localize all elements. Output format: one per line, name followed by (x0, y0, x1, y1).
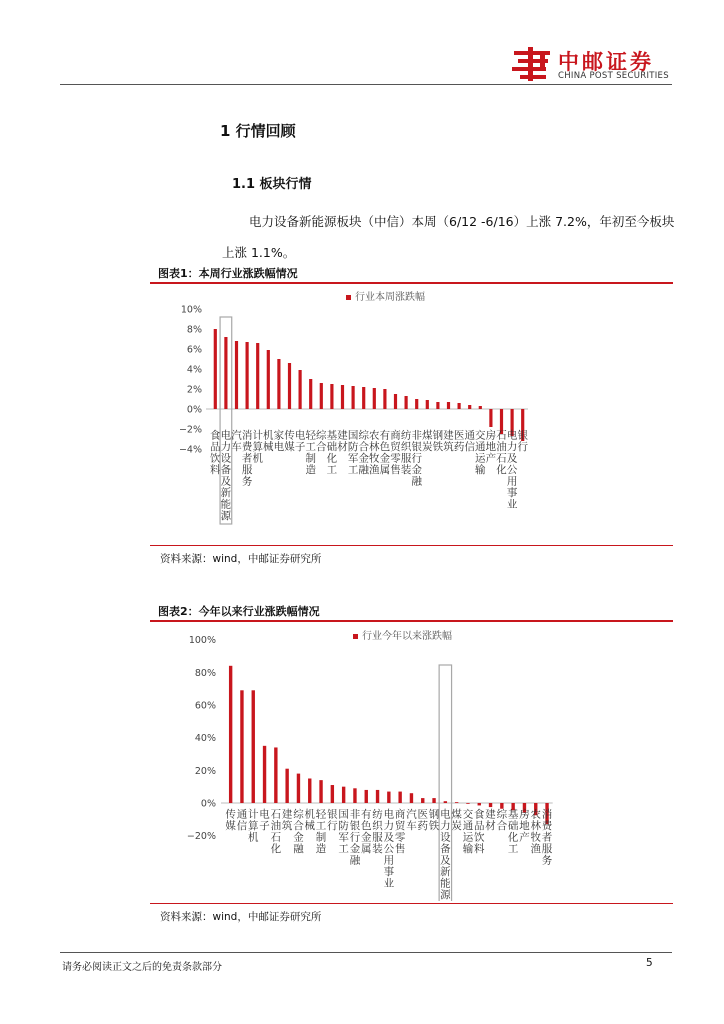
x-category-label: 国防军工 (338, 808, 349, 855)
chart-bar (489, 409, 492, 427)
chart-bar (468, 405, 471, 409)
chart-bar (229, 666, 232, 803)
x-category-label: 传媒 (225, 808, 236, 832)
chart-bar (383, 389, 386, 409)
x-category-label: 石油石化 (496, 429, 507, 476)
y-tick-label: −4% (178, 444, 202, 456)
x-category-label: 传媒 (284, 429, 295, 453)
china-post-logo-icon (510, 44, 554, 84)
chart-bar (362, 387, 365, 409)
figure-2-bottom-rule (150, 903, 673, 904)
x-category-label: 农林牧渔 (369, 429, 380, 476)
x-category-label: 基础化工 (326, 429, 338, 476)
chart-bar (455, 802, 458, 803)
chart-bar (398, 792, 401, 803)
y-tick-label: 6% (186, 344, 202, 356)
x-category-label: 银行 (327, 808, 338, 832)
chart-bar (214, 329, 217, 409)
y-tick-label: 8% (186, 324, 202, 336)
section-heading: 1 行情回顾 (220, 122, 296, 140)
chart-bar (309, 379, 312, 409)
chart-bar (436, 402, 439, 409)
page-number: 5 (646, 957, 653, 969)
chart-bar (256, 343, 259, 409)
x-category-label: 消费者服务 (541, 808, 553, 867)
legend-label: 行业今年以来涨跌幅 (362, 631, 452, 642)
figure-1-title: 图表1：本周行业涨跌幅情况 (158, 267, 298, 280)
x-category-label: 有色金属 (379, 429, 391, 476)
x-category-label: 基础化工 (507, 808, 519, 855)
x-category-label: 综合 (496, 808, 508, 832)
x-category-label: 综合金融 (358, 429, 369, 476)
chart-bar (320, 383, 323, 409)
figure-1-source: 资料来源：wind，中邮证券研究所 (160, 553, 322, 565)
chart-bar (426, 400, 429, 409)
x-category-label: 汽车 (406, 808, 417, 832)
x-category-label: 纺织服装 (372, 808, 383, 855)
x-category-label: 建材 (337, 429, 348, 453)
chart-bar (373, 388, 376, 409)
footer-divider (60, 952, 672, 953)
chart-bar (432, 798, 435, 803)
company-logo (510, 44, 680, 84)
x-category-label: 电子 (294, 429, 306, 453)
chart-bar (458, 403, 461, 409)
y-tick-label: 80% (194, 667, 216, 679)
y-tick-label: 20% (194, 765, 216, 777)
y-tick-label: 2% (186, 384, 202, 396)
x-category-label: 电力设备及新能源 (440, 808, 451, 901)
x-category-label: 综合金融 (293, 808, 304, 855)
chart-bar (308, 779, 311, 804)
chart-bar (288, 363, 291, 409)
chart-bar (277, 359, 280, 409)
x-category-label: 交通运输 (462, 808, 474, 855)
chart-bar (405, 396, 408, 409)
paragraph-line-2: 上涨 1.1%。 (222, 245, 296, 260)
legend-swatch (346, 295, 351, 300)
chart-bar (444, 801, 447, 803)
x-category-label: 计算机 (252, 429, 263, 465)
chart-bar (365, 790, 368, 803)
x-category-label: 钢铁 (428, 808, 440, 832)
x-category-label: 医药 (453, 429, 465, 453)
x-category-label: 综合 (316, 429, 327, 453)
chart-bar (489, 803, 492, 807)
y-tick-label: 0% (186, 404, 202, 416)
x-category-label: 非银行金融 (349, 808, 361, 867)
x-category-label: 电力及公用事业 (506, 429, 518, 511)
legend-label: 行业本周涨跌幅 (355, 292, 425, 303)
weekly-industry-change-chart (150, 283, 673, 543)
subsection-heading: 1.1 板块行情 (232, 177, 312, 192)
x-category-label: 电力设备及新能源 (220, 429, 232, 522)
x-category-label: 纺织服装 (400, 429, 412, 476)
y-tick-label: 100% (188, 635, 216, 647)
x-category-label: 轻工制造 (315, 808, 327, 855)
chart-bar (421, 798, 424, 803)
y-tick-label: 10% (180, 304, 202, 316)
chart-bar (285, 769, 288, 803)
chart-bar (246, 342, 249, 409)
chart-bar (479, 406, 482, 409)
brand-name-cn: 中邮证券 (558, 50, 654, 74)
x-category-label: 通信 (236, 808, 248, 832)
chart-bar (387, 792, 390, 803)
x-category-label: 国防军工 (347, 429, 359, 476)
chart-bar (252, 690, 255, 803)
paragraph-line-1: 电力设备新能源板块（中信）本周（6/12 -6/16）上涨 7.2%，年初至今板块 (249, 214, 675, 229)
x-category-label: 煤炭 (422, 429, 433, 453)
chart-bar (353, 788, 356, 803)
y-tick-label: 4% (186, 364, 202, 376)
x-category-label: 房地产 (519, 808, 530, 844)
chart-bar (394, 394, 397, 409)
chart-bar (342, 787, 345, 803)
chart-bar (224, 337, 227, 409)
x-category-label: 轻工制造 (305, 429, 316, 476)
x-category-label: 计算机 (248, 808, 259, 844)
x-category-label: 食品饮料 (210, 429, 221, 476)
x-category-label: 石油石化 (270, 808, 282, 855)
x-category-label: 机械 (263, 429, 274, 453)
footer-disclaimer: 请务必阅读正文之后的免责条款部分 (62, 962, 222, 973)
x-category-label: 商贸零售 (394, 808, 406, 855)
x-category-label: 钢铁 (432, 429, 444, 453)
chart-bar (410, 793, 413, 803)
chart-bar (415, 399, 418, 409)
figure-2-title: 图表2：今年以来行业涨跌幅情况 (158, 605, 320, 618)
chart-bar (352, 386, 355, 409)
x-category-label: 交通运输 (475, 429, 486, 476)
x-category-label: 农林牧渔 (530, 808, 541, 855)
x-category-label: 食品饮料 (474, 808, 485, 855)
chart-bar (263, 746, 266, 803)
y-tick-label: −20% (186, 831, 216, 843)
x-category-label: 电子 (259, 808, 270, 832)
legend-swatch (353, 634, 358, 639)
figure-1-bottom-rule (150, 545, 673, 546)
summary-paragraph (222, 206, 682, 268)
chart-bar (274, 747, 277, 803)
x-category-label: 商贸零售 (390, 429, 401, 476)
chart-bar (466, 803, 469, 804)
chart-bar (235, 341, 238, 409)
chart-bar (447, 402, 450, 409)
chart-bar (341, 385, 344, 409)
x-category-label: 消费者服务 (241, 429, 253, 488)
x-category-label: 煤炭 (451, 808, 462, 832)
y-tick-label: 60% (194, 700, 216, 712)
chart-bar (240, 690, 243, 803)
x-category-label: 建材 (485, 808, 496, 832)
figure-2-source: 资料来源：wind，中邮证券研究所 (160, 911, 322, 923)
ytd-industry-change-chart (150, 621, 673, 901)
y-tick-label: 40% (194, 733, 216, 745)
x-category-label: 建筑 (443, 429, 454, 453)
chart-bar (267, 350, 270, 409)
x-category-label: 银行 (517, 429, 528, 453)
chart-bar (330, 384, 333, 409)
x-category-label: 机械 (304, 808, 315, 832)
chart-bar (376, 790, 379, 803)
y-tick-label: 0% (200, 798, 216, 810)
x-category-label: 电力及公用事业 (383, 808, 395, 890)
brand-name-en: CHINA POST SECURITIES (558, 71, 669, 81)
chart-bar (478, 803, 481, 805)
chart-bar (297, 774, 300, 803)
x-category-label: 通信 (464, 429, 475, 453)
chart-bar (299, 370, 302, 409)
x-category-label: 家电 (273, 429, 285, 453)
chart-bar (319, 780, 322, 803)
x-category-label: 汽车 (231, 429, 242, 453)
x-category-label: 房地产 (485, 429, 497, 465)
x-category-label: 建筑 (281, 808, 293, 832)
y-tick-label: −2% (178, 424, 202, 436)
chart-bar (331, 785, 334, 803)
x-category-label: 医药 (417, 808, 428, 832)
header-divider (60, 84, 672, 85)
x-category-label: 非银行金融 (411, 429, 422, 488)
x-category-label: 有色金属 (361, 808, 372, 855)
